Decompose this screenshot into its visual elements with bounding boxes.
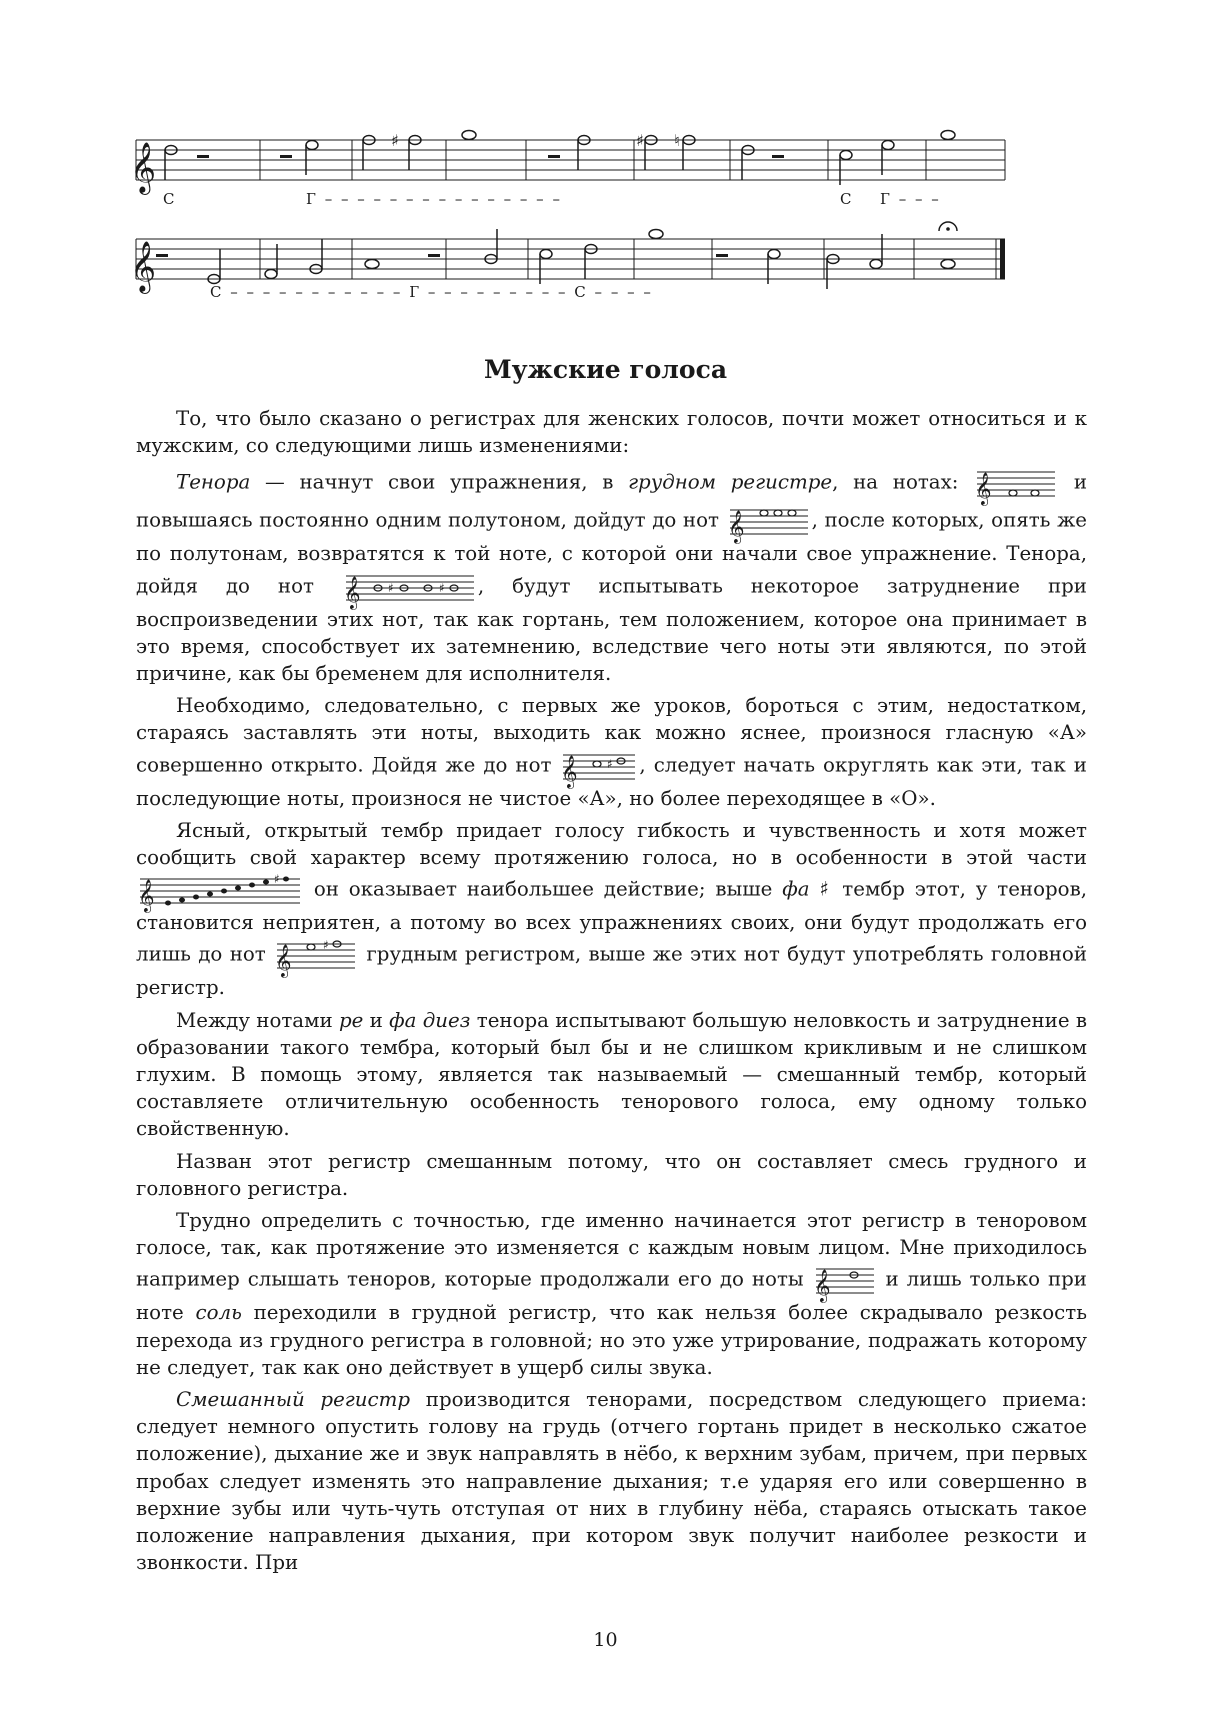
svg-text:♯: ♯ <box>323 938 329 953</box>
paragraph-4: Ясный, открытый тембр придает голосу гибкость и чувственность и хотя может сообщить свой характер всему протяжению голоса, но в особенности в этой части 𝄞 ♯ он оказывает наибольшее действие; выше фа ♯ тембр этот, у теноров, становится неприятен, а потому во всех упражнениях своих, они будут продолжать его лишь до нот 𝄞 ♯ грудным регистром, выше же этих нот будут употреблять головной регистр. <box>136 818 1087 1000</box>
svg-text:𝄞: 𝄞 <box>975 472 992 506</box>
inline-notes-1 <box>975 464 1055 506</box>
paragraph-1: То, что было сказано о регистрах для женских голосов, почти может относиться и к мужским, со следующими лишь изменениями: <box>136 407 1087 458</box>
inline-notes-3 <box>343 568 474 609</box>
svg-text:♯: ♯ <box>636 131 644 150</box>
svg-text:♯: ♯ <box>607 756 614 771</box>
paragraph-8: Смешанный регистр производится тенорами, посредством следующего приема: следует немного опустить голову на грудь (отчего гортань придет в несколько сжатое положение), дыхание же и звук направлять в нёбо, к верхним зубам, причем, при первых пробах следует изменять это направление дыхания; т.е ударяя его или совершенно в верхние зубы или чуть-чуть отступая от них в глубину нёба, стараясь отыскать такое положение направления дыхания, при котором звук получит наиболее резкости и звонкости. При <box>136 1388 1087 1575</box>
svg-text:𝄞: 𝄞 <box>813 1269 831 1303</box>
label-c-g-c-sequence: С – – – – – – – – – – – Г – – – – – – – – – С – – – – <box>210 283 653 301</box>
music-staff-2 <box>130 222 1086 292</box>
music-staff-1 <box>130 128 1086 198</box>
svg-text:𝄞: 𝄞 <box>727 510 745 544</box>
label-c: С <box>840 190 854 208</box>
paragraph-5: Между нотами ре и фа диез тенора испытывают большую неловкость и затруднение в образовании такого тембра, который был бы и не слишком крикливым и не слишком глухим. В помощь этому, является так называемый — смешанный тембр, который составляете отличительную особенность тенорового голоса, ему одному только свойственную. <box>136 1008 1087 1141</box>
svg-text:𝄞: 𝄞 <box>138 879 155 913</box>
label-c: С <box>163 190 177 208</box>
label-g-dashes: Г – – – <box>880 190 941 208</box>
inline-notes-2 <box>727 502 808 544</box>
svg-text:♯: ♯ <box>387 580 394 595</box>
inline-notes-7 <box>813 1261 874 1303</box>
svg-text:𝄞: 𝄞 <box>343 575 361 609</box>
svg-text:𝄞: 𝄞 <box>275 944 292 978</box>
inline-notes-4 <box>561 747 635 788</box>
paragraph-7: Трудно определить с точностью, где именно начинается этот регистр в теноровом голосе, так, как протяжение это изменяется с каждым новым лицом. Мне приходилось например слышать теноров, которые продолжали его до ноты 𝄞 и лишь только при ноте соль переходили в грудной регистр, что как нельзя более скрадывало резкость перехода из грудного регистра в головной; но это уже утрирование, подражать которому не следует, так как оно действует в ущерб силы звука. <box>136 1209 1087 1379</box>
body-text <box>136 405 1087 1577</box>
inline-notes-6 <box>275 936 355 978</box>
svg-text:𝄞: 𝄞 <box>130 142 157 193</box>
svg-text:♯: ♯ <box>391 131 399 150</box>
svg-text:♯: ♯ <box>438 580 445 595</box>
section-title: Мужские голоса <box>483 355 728 384</box>
svg-text:♮: ♮ <box>674 131 680 150</box>
svg-text:♯: ♯ <box>274 872 280 887</box>
staff-1-notation <box>130 128 1086 198</box>
svg-text:𝄞: 𝄞 <box>130 241 157 292</box>
paragraph-6: Назван этот регистр смешанным потому, что он составляет смесь грудного и головного регистра. <box>136 1149 1087 1200</box>
paragraph-2: Тенора — начнут свои упражнения, в грудном регистре, на нотах: 𝄞 и повышаясь постоянно одним полутоном, дойдут до нот 𝄞 , после которых, опять же по полутонам, возвратятся к той ноте, с которой они начали свое упражнение. Тенора, дойдя до нот 𝄞 ♯ ♯ , будут испытывать некоторое затруднение при воспроизведении этих нот, так как гортань, тем положением, которое она принимает в это время, способствует их затемнению, вследствие чего ноты эти являются, по этой причине, как бы бременем для исполнителя. <box>136 464 1087 687</box>
inline-notes-5 <box>138 871 300 913</box>
paragraph-3: Необходимо, следовательно, с первых же уроков, бороться с этим, недостатком, стараясь заставлять эти ноты, выходить как можно яснее, произнося гласную «А» совершенно открыто. Дойдя же до нот 𝄞 ♯ , следует начать округлять как эти, так и последующие ноты, произнося не чистое «А», но более переходящее в «О». <box>136 694 1087 810</box>
staff-2-notation <box>130 222 1086 292</box>
page-number: 10 <box>593 1629 618 1651</box>
svg-text:𝄞: 𝄞 <box>561 754 578 788</box>
label-g-dashes: Г – – – – – – – – – – – – – – – <box>306 190 562 208</box>
